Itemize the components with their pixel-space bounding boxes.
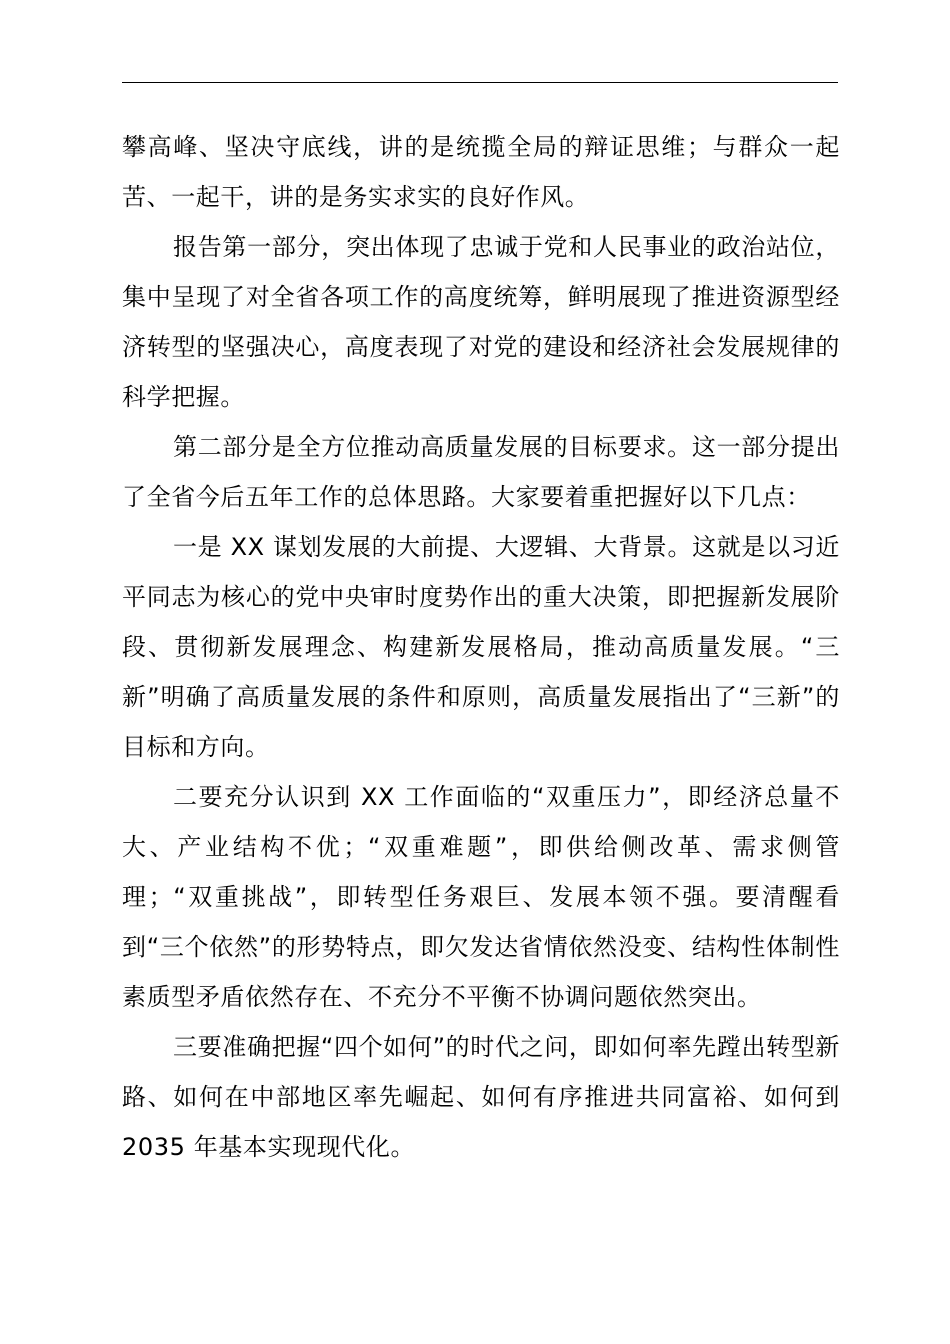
paragraph-2: 报告第一部分，突出体现了忠诚于党和人民事业的政治站位，集中呈现了对全省各项工作的高度统筹，鲜明展现了推进资源型经济转型的坚强决心，高度表现了对党的建设和经济社会发展规律的科学把握。: [122, 233, 840, 411]
paragraph-3: 第二部分是全方位推动高质量发展的目标要求。这一部分提出了全省今后五年工作的总体思路。大家要着重把握好以下几点：: [122, 433, 840, 511]
document-body: [122, 122, 840, 1172]
paragraph-5: 二要充分认识到 XX 工作面临的“双重压力”，即经济总量不大、产业结构不优；“双重难题”，即供给侧改革、需求侧管理；“双重挑战”，即转型任务艰巨、发展本领不强。要清醒看到“三个依然”的形势特点，即欠发达省情依然没变、结构性体制性素质型矛盾依然存在、不充分不平衡不协调问题依然突出。: [122, 783, 840, 1011]
paragraph-4: 一是 XX 谋划发展的大前提、大逻辑、大背景。这就是以习近平同志为核心的党中央审时度势作出的重大决策，即把握新发展阶段、贯彻新发展理念、构建新发展格局，推动高质量发展。“三新”明确了高质量发展的条件和原则，高质量发展指出了“三新”的目标和方向。: [122, 533, 840, 761]
paragraph-1: 攀高峰、坚决守底线，讲的是统揽全局的辩证思维；与群众一起苦、一起干，讲的是务实求实的良好作风。: [122, 133, 840, 211]
header-rule: [122, 82, 838, 83]
paragraph-6: 三要准确把握“四个如何”的时代之问，即如何率先蹚出转型新路、如何在中部地区率先崛起、如何有序推进共同富裕、如何到 2035 年基本实现现代化。: [122, 1033, 840, 1161]
